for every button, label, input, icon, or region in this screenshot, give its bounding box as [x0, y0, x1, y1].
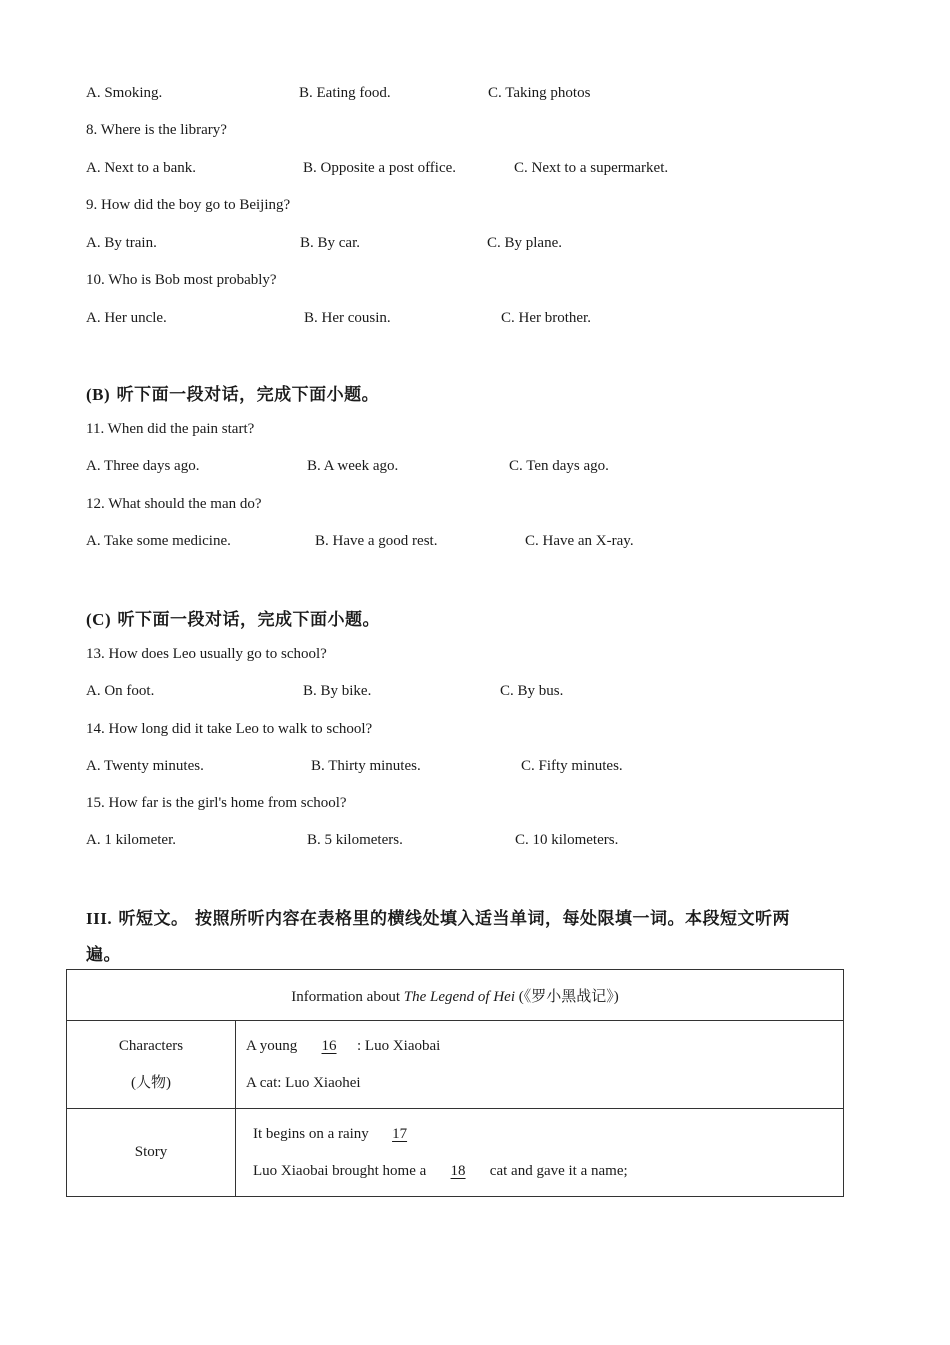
- q12-question: 12. What should the man do?: [86, 496, 262, 512]
- q14-option-b: B. Thirty minutes.: [311, 758, 421, 774]
- q13-option-c: C. By bus.: [500, 683, 564, 699]
- blank-17: 17: [392, 1126, 408, 1142]
- q7-option-c: C. Taking photos: [488, 85, 591, 101]
- q12-option-c: C. Have an X-ray.: [525, 533, 634, 549]
- q7-option-a: A. Smoking.: [86, 85, 163, 101]
- characters-label-cell: [67, 1021, 236, 1109]
- q15-question: 15. How far is the girl's home from school?: [86, 795, 347, 811]
- characters-label-cn: (人物): [131, 1075, 171, 1091]
- story-line-2-suffix: cat and gave it a name;: [486, 1163, 628, 1179]
- q8-option-b: B. Opposite a post office.: [303, 160, 457, 176]
- q12-option-b: B. Have a good rest.: [315, 533, 438, 549]
- section-b-heading: [86, 380, 379, 405]
- q7-option-b: B. Eating food.: [299, 85, 391, 101]
- q15-option-c: C. 10 kilometers.: [515, 832, 619, 848]
- q11-option-c: C. Ten days ago.: [509, 458, 609, 474]
- q10-option-a: A. Her uncle.: [86, 310, 167, 326]
- q10-option-b: B. Her cousin.: [304, 310, 391, 326]
- q8-option-c: C. Next to a supermarket.: [514, 160, 669, 176]
- q15-option-a: A. 1 kilometer.: [86, 832, 176, 848]
- section-b-title: 听下面一段对话，完成下面小题。: [116, 385, 380, 405]
- q9-option-c: C. By plane.: [487, 235, 562, 251]
- story-content-cell: [236, 1109, 844, 1197]
- table-header: [67, 970, 844, 1021]
- section-c-title: 听下面一段对话，完成下面小题。: [117, 610, 381, 630]
- section-3-title: 听短文。 按照所听内容在表格里的横线处填入适当单词，每处限填一词。本段短文听两: [118, 909, 790, 929]
- q11-question: 11. When did the pain start?: [86, 421, 255, 437]
- q14-option-a: A. Twenty minutes.: [86, 758, 204, 774]
- character-line-2: A cat: Luo Xiaohei: [246, 1075, 361, 1091]
- section-c-label: (C): [86, 610, 112, 629]
- table-header-title: The Legend of Hei: [403, 988, 515, 1005]
- story-line-2-prefix: Luo Xiaobai brought home a: [253, 1163, 431, 1179]
- characters-label: Characters: [118, 1038, 184, 1054]
- story-line-1-prefix: It begins on a rainy: [253, 1126, 373, 1142]
- section-c-heading: [86, 605, 380, 630]
- section-3-label: III.: [86, 909, 113, 928]
- q9-question: 9. How did the boy go to Beijing?: [86, 197, 291, 213]
- section-3-title-continued: 遍。: [86, 945, 121, 965]
- story-line-1: [253, 1125, 843, 1143]
- characters-content-cell: [236, 1021, 844, 1109]
- q9-option-b: B. By car.: [300, 235, 360, 251]
- q14-option-c: C. Fifty minutes.: [521, 758, 623, 774]
- section-3-heading: [86, 904, 790, 929]
- story-line-2: [253, 1162, 843, 1180]
- story-label-cell: [67, 1109, 236, 1197]
- section-b-label: (B): [86, 385, 111, 404]
- q14-question: 14. How long did it take Leo to walk to school?: [86, 721, 373, 737]
- q10-question: 10. Who is Bob most probably?: [86, 272, 277, 288]
- story-label: Story: [134, 1144, 168, 1160]
- q11-option-a: A. Three days ago.: [86, 458, 200, 474]
- q15-option-b: B. 5 kilometers.: [307, 832, 403, 848]
- q9-option-a: A. By train.: [86, 235, 157, 251]
- q10-option-c: C. Her brother.: [501, 310, 591, 326]
- info-table: [66, 969, 844, 1197]
- q13-option-a: A. On foot.: [86, 683, 155, 699]
- q8-option-a: A. Next to a bank.: [86, 160, 196, 176]
- q13-option-b: B. By bike.: [303, 683, 372, 699]
- character-line-1-prefix: A young: [246, 1038, 302, 1054]
- table-header-prefix: Information about: [291, 988, 404, 1005]
- character-line-1-suffix: : Luo Xiaobai: [357, 1038, 441, 1054]
- q11-option-b: B. A week ago.: [307, 458, 399, 474]
- blank-18: 18: [450, 1163, 466, 1179]
- table-header-suffix: (《罗小黑战记》): [514, 988, 619, 1005]
- q13-question: 13. How does Leo usually go to school?: [86, 646, 327, 662]
- character-line-1: [246, 1037, 843, 1055]
- blank-16: 16: [321, 1038, 337, 1054]
- q12-option-a: A. Take some medicine.: [86, 533, 231, 549]
- q8-question: 8. Where is the library?: [86, 122, 227, 138]
